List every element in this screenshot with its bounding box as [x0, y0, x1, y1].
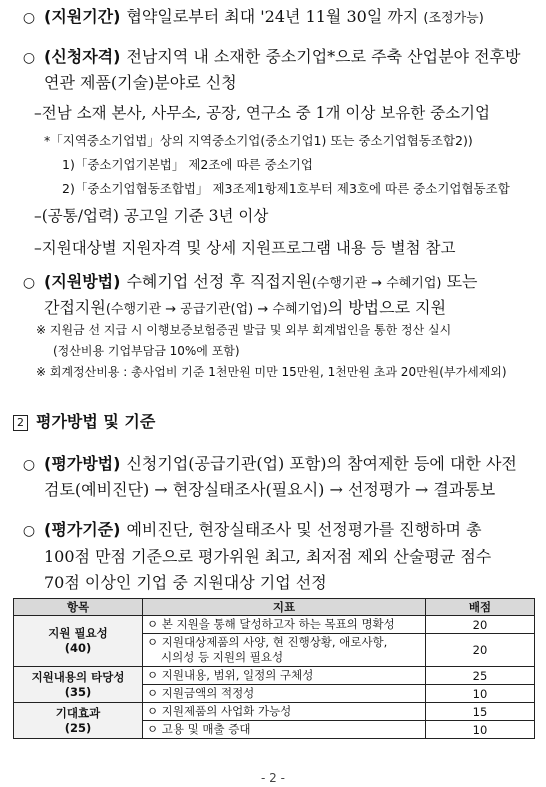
- support-method-line1a: 수혜기업 선정 후 직접지원: [126, 272, 312, 291]
- score-cell: 10: [426, 685, 535, 703]
- support-method-note2: ※ 회계정산비용 : 총사업비 기준 1천만원 미만 15만원, 1천만원 초과 20만원(부가세제외): [36, 365, 507, 379]
- support-method-label: (지원방법): [44, 272, 121, 291]
- indicator-cell: ㅇ 지원금액의 적정성: [143, 685, 426, 703]
- score-cell: 15: [426, 703, 535, 721]
- eval-method-line2: 검토(예비진단) → 현장실태조사(필요시) → 선정평가 → 결과통보: [44, 480, 496, 499]
- bullet-circle: ○: [22, 275, 36, 291]
- bullet-circle: ○: [22, 10, 36, 26]
- section-number: 2: [13, 415, 28, 431]
- category-points: (25): [64, 720, 92, 735]
- category-cell: [14, 667, 143, 703]
- eval-method-label: (평가방법): [44, 454, 121, 473]
- support-method-line2: [44, 295, 446, 318]
- eligibility-line2: 연관 제품(기술)분야로 신청: [44, 73, 237, 92]
- indicator-line: 시의성 등 지원의 필요성: [161, 650, 284, 664]
- category-name: 기대효과: [55, 705, 101, 720]
- support-method-line2c: 의 방법으로 지원: [327, 298, 447, 317]
- eligibility-dash1: –전남 소재 본사, 사무소, 공장, 연구소 중 1개 이상 보유한 중소기업: [34, 104, 490, 122]
- support-method-line1b: (수행기관 → 수혜기업): [311, 276, 442, 291]
- eval-criteria-item: [22, 517, 482, 540]
- support-method-line1c: 또는: [446, 272, 478, 291]
- eval-criteria-label: (평가기준): [44, 520, 121, 539]
- eligibility-line1: 전남지역 내 소재한 중소기업*으로 주축 산업분야 전후방: [126, 47, 521, 66]
- score-cell: 10: [426, 721, 535, 739]
- indicator-cell: ㅇ 지원제품의 사업화 가능성: [143, 703, 426, 721]
- support-method-note1: ※ 지원금 선 지급 시 이행보증보험증권 발급 및 외부 회계법인을 통한 정산 실시: [36, 323, 452, 337]
- support-period-text: 협약일로부터 최대 '24년 11월 30일 까지: [126, 7, 419, 26]
- table-header-score: 배점: [426, 599, 535, 616]
- category-cell: [14, 616, 143, 667]
- table-header-indicator: 지표: [143, 599, 426, 616]
- support-method-line2b: (수행기관 → 공급기관(업) → 수혜기업): [105, 302, 328, 317]
- section-heading: [13, 409, 155, 432]
- bullet-circle: ○: [22, 457, 36, 473]
- eval-method-line1: 신청기업(공급기관(업) 포함)의 참여제한 등에 대한 사전: [126, 454, 517, 473]
- indicator-cell: [143, 634, 426, 667]
- table-row: [14, 667, 535, 685]
- category-points: (35): [64, 684, 92, 699]
- evaluation-table: [13, 598, 535, 739]
- eval-method-item: [22, 451, 517, 474]
- category-name: 지원 필요성: [48, 626, 108, 640]
- score-cell: 25: [426, 667, 535, 685]
- score-cell: 20: [426, 616, 535, 634]
- indicator-cell: ㅇ 고용 및 매출 증대: [143, 721, 426, 739]
- indicator-cell: ㅇ 지원내용, 범위, 일정의 구체성: [143, 667, 426, 685]
- category-points: (40): [64, 641, 92, 655]
- table-header-category: 항목: [14, 599, 143, 616]
- indicator-cell: ㅇ 본 지원을 통해 달성하고자 하는 목표의 명확성: [143, 616, 426, 634]
- category-cell: [14, 703, 143, 739]
- eligibility-item: [22, 44, 520, 67]
- page-number: - 2 -: [261, 771, 285, 785]
- support-method-note1b: (정산비용 기업부담금 10%에 포함): [53, 344, 240, 358]
- eligibility-sub1: 1)「중소기업기본법」 제2조에 따른 중소기업: [62, 157, 313, 172]
- category-name: 지원내용의 타당성: [31, 669, 125, 684]
- section-title: 평가방법 및 기준: [36, 412, 156, 431]
- support-method-item: [22, 269, 478, 292]
- support-period-label: (지원기간): [44, 7, 121, 26]
- eligibility-sub2: 2)「중소기업협동조합법」 제3조제1항제1호부터 제3호에 따른 중소기업협동조합: [62, 181, 510, 196]
- eligibility-footnote: *「지역중소기업법」상의 지역중소기업(중소기업1) 또는 중소기업협동조합2)): [44, 133, 473, 148]
- bullet-circle: ○: [22, 523, 36, 539]
- support-period-item: [22, 4, 484, 27]
- indicator-line: ㅇ 지원대상제품의 사양, 현 진행상황, 애로사항,: [147, 635, 388, 649]
- eval-criteria-line3: 70점 이상인 기업 중 지원대상 기업 선정: [44, 573, 327, 592]
- bullet-circle: ○: [22, 50, 36, 66]
- score-cell: 20: [426, 634, 535, 667]
- eligibility-dash2: –(공통/업력) 공고일 기준 3년 이상: [34, 207, 269, 225]
- eligibility-dash3: –지원대상별 지원자격 및 상세 지원프로그램 내용 등 별첨 참고: [34, 239, 456, 257]
- support-method-line2a: 간접지원: [44, 298, 106, 317]
- table-header-row: [14, 599, 535, 616]
- eval-criteria-line1: 예비진단, 현장실태조사 및 선정평가를 진행하며 총: [126, 520, 482, 539]
- table-row: [14, 616, 535, 634]
- eval-criteria-line2: 100점 만점 기준으로 평가위원 최고, 최저점 제외 산술평균 점수: [44, 547, 492, 566]
- eligibility-label: (신청자격): [44, 47, 121, 66]
- support-period-note: (조정가능): [423, 11, 484, 26]
- table-row: [14, 703, 535, 721]
